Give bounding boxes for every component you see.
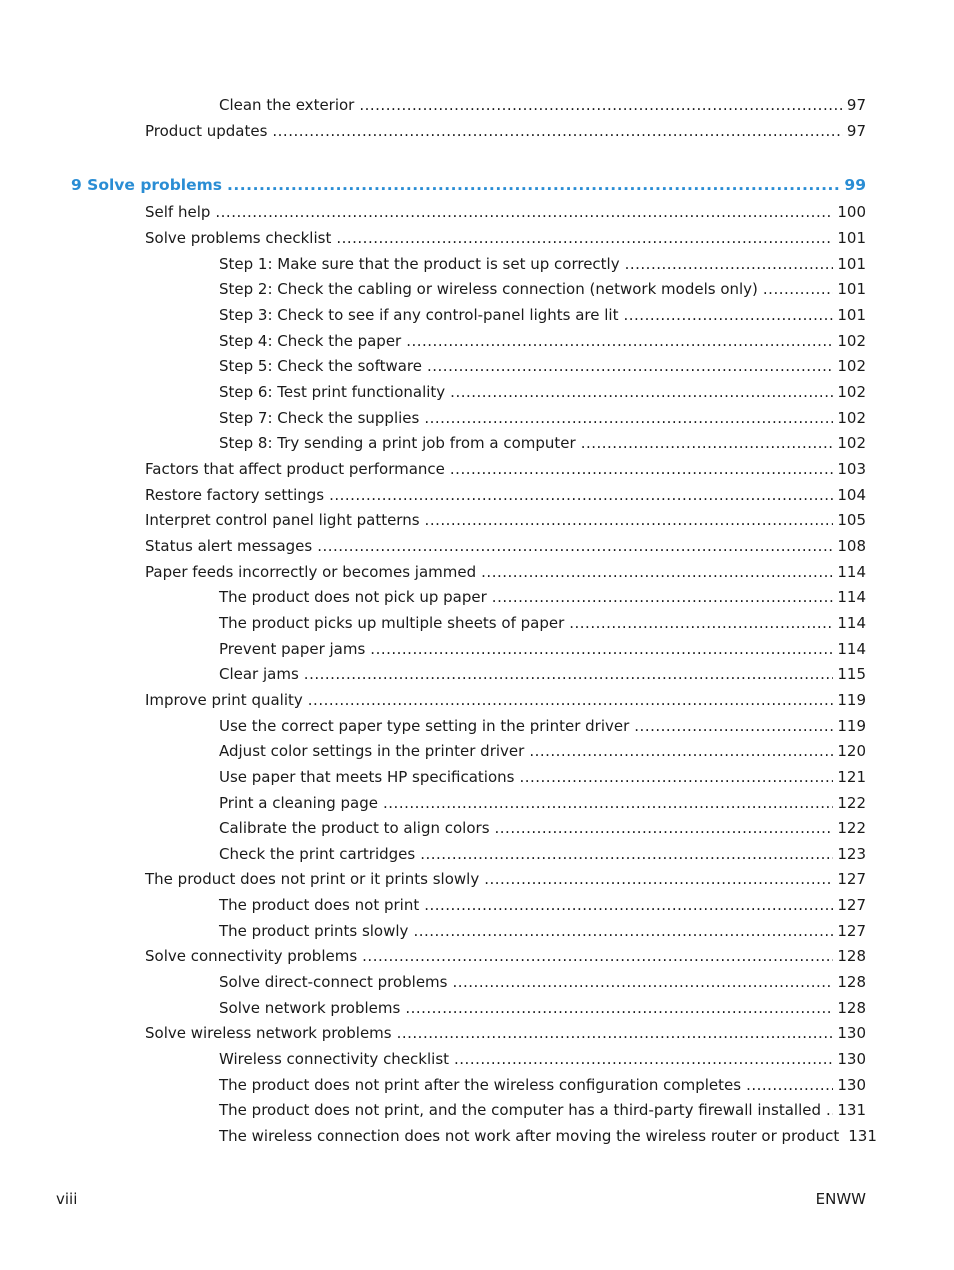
toc-entry-title: The product does not print bbox=[219, 896, 420, 914]
dot-leader bbox=[484, 868, 833, 890]
toc-entry[interactable] bbox=[145, 868, 866, 890]
toc-entry[interactable] bbox=[219, 330, 866, 352]
toc-entry-page: 131 bbox=[837, 1101, 866, 1119]
dot-leader bbox=[450, 458, 833, 480]
toc-entry-page: 128 bbox=[837, 947, 866, 965]
toc-entry[interactable] bbox=[219, 766, 866, 788]
dot-leader bbox=[826, 1099, 833, 1121]
toc-entry[interactable] bbox=[145, 689, 866, 711]
toc-entry-page: 131 bbox=[848, 1127, 877, 1145]
toc-entry-title: Step 6: Test print functionality bbox=[219, 383, 446, 401]
toc-entry-title: Status alert messages bbox=[145, 537, 313, 555]
toc-entry[interactable] bbox=[219, 997, 866, 1019]
toc-entry-title: Paper feeds incorrectly or becomes jammed bbox=[145, 563, 477, 581]
toc-entry-title: Prevent paper jams bbox=[219, 640, 366, 658]
toc-entry[interactable] bbox=[219, 278, 866, 300]
toc-entry-title: Clear jams bbox=[219, 665, 299, 683]
toc-entry-title: The product does not print or it prints slowly bbox=[145, 870, 480, 888]
toc-entry-page: 100 bbox=[837, 203, 866, 221]
toc-entry-page: 119 bbox=[837, 717, 866, 735]
toc-entry-page: 104 bbox=[837, 486, 866, 504]
toc-entry[interactable] bbox=[219, 663, 866, 685]
toc-entry[interactable] bbox=[219, 1048, 866, 1070]
toc-entry-title: Calibrate the product to align colors bbox=[219, 819, 490, 837]
toc-entry-page: 105 bbox=[837, 511, 866, 529]
toc-entry[interactable] bbox=[219, 792, 866, 814]
toc-entry[interactable] bbox=[219, 1099, 866, 1121]
toc-entry[interactable] bbox=[145, 201, 866, 223]
toc-entry-title: Solve connectivity problems bbox=[145, 947, 358, 965]
toc-entry[interactable] bbox=[219, 586, 866, 608]
dot-leader bbox=[424, 407, 833, 429]
toc-entry[interactable] bbox=[219, 432, 866, 454]
dot-leader bbox=[425, 509, 834, 531]
toc-entry-page: 101 bbox=[837, 306, 866, 324]
toc-entry-title: Factors that affect product performance bbox=[145, 460, 445, 478]
toc-entry[interactable] bbox=[219, 1125, 877, 1147]
dot-leader bbox=[581, 432, 834, 454]
dot-leader bbox=[336, 227, 833, 249]
toc-entry-title: Step 4: Check the paper bbox=[219, 332, 402, 350]
toc-entry-page: 108 bbox=[837, 537, 866, 555]
toc-entry-title: Adjust color settings in the printer driver bbox=[219, 742, 525, 760]
toc-entry[interactable] bbox=[219, 612, 866, 634]
toc-entry-title: Step 2: Check the cabling or wireless connection (network models only) bbox=[219, 280, 758, 298]
toc-entry-title: The product prints slowly bbox=[219, 922, 409, 940]
toc-entry-title: The product does not pick up paper bbox=[219, 588, 487, 606]
toc-entry-title: Print a cleaning page bbox=[219, 794, 379, 812]
toc-entry-title: Step 8: Try sending a print job from a computer bbox=[219, 434, 576, 452]
dot-leader bbox=[424, 894, 833, 916]
toc-entry-page: 103 bbox=[837, 460, 866, 478]
toc-entry-title: The product picks up multiple sheets of paper bbox=[219, 614, 565, 632]
toc-entry-title: Product updates bbox=[145, 122, 268, 140]
toc-entry[interactable] bbox=[219, 304, 866, 326]
toc-entry-title: Check the print cartridges bbox=[219, 845, 416, 863]
dot-leader bbox=[413, 920, 833, 942]
toc-entry[interactable] bbox=[219, 740, 866, 762]
toc-entry-title: Step 7: Check the supplies bbox=[219, 409, 420, 427]
toc-entry[interactable] bbox=[145, 484, 866, 506]
toc-entry-title: Improve print quality bbox=[145, 691, 303, 709]
dot-leader bbox=[495, 817, 834, 839]
dot-leader bbox=[317, 535, 833, 557]
toc-entry-page: 120 bbox=[837, 742, 866, 760]
dot-leader bbox=[397, 1022, 834, 1044]
toc-entry-title: Step 5: Check the software bbox=[219, 357, 422, 375]
toc-entry-page: 123 bbox=[837, 845, 866, 863]
toc-entry-title: Solve network problems bbox=[219, 999, 401, 1017]
toc-entry[interactable] bbox=[219, 407, 866, 429]
toc-entry-title: Step 1: Make sure that the product is set up correctly bbox=[219, 255, 620, 273]
toc-entry-title: Solve wireless network problems bbox=[145, 1024, 392, 1042]
dot-leader bbox=[227, 174, 840, 196]
toc-entry-page: 128 bbox=[837, 973, 866, 991]
toc-entry[interactable] bbox=[145, 120, 866, 142]
toc-entry-page: 102 bbox=[837, 409, 866, 427]
toc-entry[interactable] bbox=[219, 715, 866, 737]
footer-page-number: viii bbox=[56, 1190, 78, 1208]
toc-entry-title: Use paper that meets HP specifications bbox=[219, 768, 515, 786]
toc-entry[interactable] bbox=[219, 1074, 866, 1096]
toc-entry[interactable] bbox=[219, 355, 866, 377]
toc-entry[interactable] bbox=[219, 253, 866, 275]
toc-entry-page: 102 bbox=[837, 332, 866, 350]
toc-entry-page: 114 bbox=[837, 588, 866, 606]
toc-entry-page: 101 bbox=[837, 229, 866, 247]
toc-entry-page: 102 bbox=[837, 383, 866, 401]
toc-entry-title: Use the correct paper type setting in the printer driver bbox=[219, 717, 630, 735]
dot-leader bbox=[625, 253, 834, 275]
dot-leader bbox=[634, 715, 833, 737]
dot-leader bbox=[519, 766, 833, 788]
toc-entry[interactable] bbox=[145, 509, 866, 531]
toc-entry[interactable] bbox=[219, 894, 866, 916]
toc-entry-page: 130 bbox=[837, 1050, 866, 1068]
dot-leader bbox=[329, 484, 833, 506]
toc-entry-page: 121 bbox=[837, 768, 866, 786]
dot-leader bbox=[215, 201, 833, 223]
toc-entry-title: Step 3: Check to see if any control-panel lights are lit bbox=[219, 306, 619, 324]
toc-entry[interactable] bbox=[219, 94, 866, 116]
toc-entry-page: 102 bbox=[837, 434, 866, 452]
toc-entry-page: 114 bbox=[837, 614, 866, 632]
dot-leader bbox=[272, 120, 843, 142]
toc-entry[interactable] bbox=[145, 535, 866, 557]
dot-leader bbox=[569, 612, 833, 634]
toc-entry-page: 122 bbox=[837, 794, 866, 812]
toc-entry-page: 99 bbox=[844, 176, 866, 194]
toc-entry-page: 128 bbox=[837, 999, 866, 1017]
toc-entry-title: The product does not print after the wireless configuration completes bbox=[219, 1076, 742, 1094]
dot-leader bbox=[405, 997, 833, 1019]
dot-leader bbox=[492, 586, 834, 608]
toc-entry[interactable] bbox=[219, 817, 866, 839]
dot-leader bbox=[452, 971, 833, 993]
dot-leader bbox=[362, 945, 833, 967]
footer-doc-code: ENWW bbox=[815, 1190, 866, 1208]
toc-entry[interactable] bbox=[219, 843, 866, 865]
toc-entry-page: 130 bbox=[837, 1076, 866, 1094]
toc-entry[interactable] bbox=[219, 971, 866, 993]
dot-leader bbox=[383, 792, 833, 814]
toc-entry-title: The wireless connection does not work after moving the wireless router or product bbox=[219, 1127, 840, 1145]
toc-entry-page: 127 bbox=[837, 870, 866, 888]
toc-entry-page: 114 bbox=[837, 563, 866, 581]
toc-entry-title: Solve direct-connect problems bbox=[219, 973, 448, 991]
dot-leader bbox=[529, 740, 833, 762]
toc-entry-page: 114 bbox=[837, 640, 866, 658]
toc-entry[interactable] bbox=[145, 458, 866, 480]
toc-entry-title: Clean the exterior bbox=[219, 96, 355, 114]
dot-leader bbox=[304, 663, 834, 685]
dot-leader bbox=[763, 278, 833, 300]
toc-entry-title: The product does not print, and the computer has a third-party firewall installed bbox=[219, 1101, 821, 1119]
toc-entry-title: Interpret control panel light patterns bbox=[145, 511, 420, 529]
toc-chapter-entry[interactable] bbox=[71, 174, 866, 196]
toc-entry-title: Wireless connectivity checklist bbox=[219, 1050, 450, 1068]
dot-leader bbox=[427, 355, 833, 377]
toc-entry-title: Restore factory settings bbox=[145, 486, 325, 504]
toc-entry-page: 101 bbox=[837, 255, 866, 273]
toc-entry[interactable] bbox=[219, 381, 866, 403]
toc-entry-page: 101 bbox=[837, 280, 866, 298]
dot-leader bbox=[359, 94, 843, 116]
dot-leader bbox=[308, 689, 834, 711]
toc-entry-title: 9 Solve problems bbox=[71, 176, 223, 194]
toc-entry-page: 115 bbox=[837, 665, 866, 683]
toc-entry[interactable] bbox=[145, 1022, 866, 1044]
toc-entry-page: 102 bbox=[837, 357, 866, 375]
toc-entry-title: Solve problems checklist bbox=[145, 229, 332, 247]
dot-leader bbox=[406, 330, 833, 352]
toc-entry-page: 97 bbox=[846, 122, 866, 140]
dot-leader bbox=[746, 1074, 833, 1096]
dot-leader bbox=[481, 561, 833, 583]
toc-entry-page: 127 bbox=[837, 922, 866, 940]
toc-entry[interactable] bbox=[145, 945, 866, 967]
dot-leader bbox=[624, 304, 834, 326]
dot-leader bbox=[454, 1048, 833, 1070]
toc-entry-page: 127 bbox=[837, 896, 866, 914]
dot-leader bbox=[420, 843, 833, 865]
toc-entry-page: 130 bbox=[837, 1024, 866, 1042]
toc-entry-page: 119 bbox=[837, 691, 866, 709]
toc-entry[interactable] bbox=[219, 920, 866, 942]
toc-entry[interactable] bbox=[219, 638, 866, 660]
toc-entry[interactable] bbox=[145, 227, 866, 249]
toc-entry-page: 122 bbox=[837, 819, 866, 837]
toc-entry-page: 97 bbox=[846, 96, 866, 114]
toc-entry-title: Self help bbox=[145, 203, 211, 221]
toc-entry[interactable] bbox=[145, 561, 866, 583]
dot-leader bbox=[450, 381, 833, 403]
dot-leader bbox=[370, 638, 833, 660]
